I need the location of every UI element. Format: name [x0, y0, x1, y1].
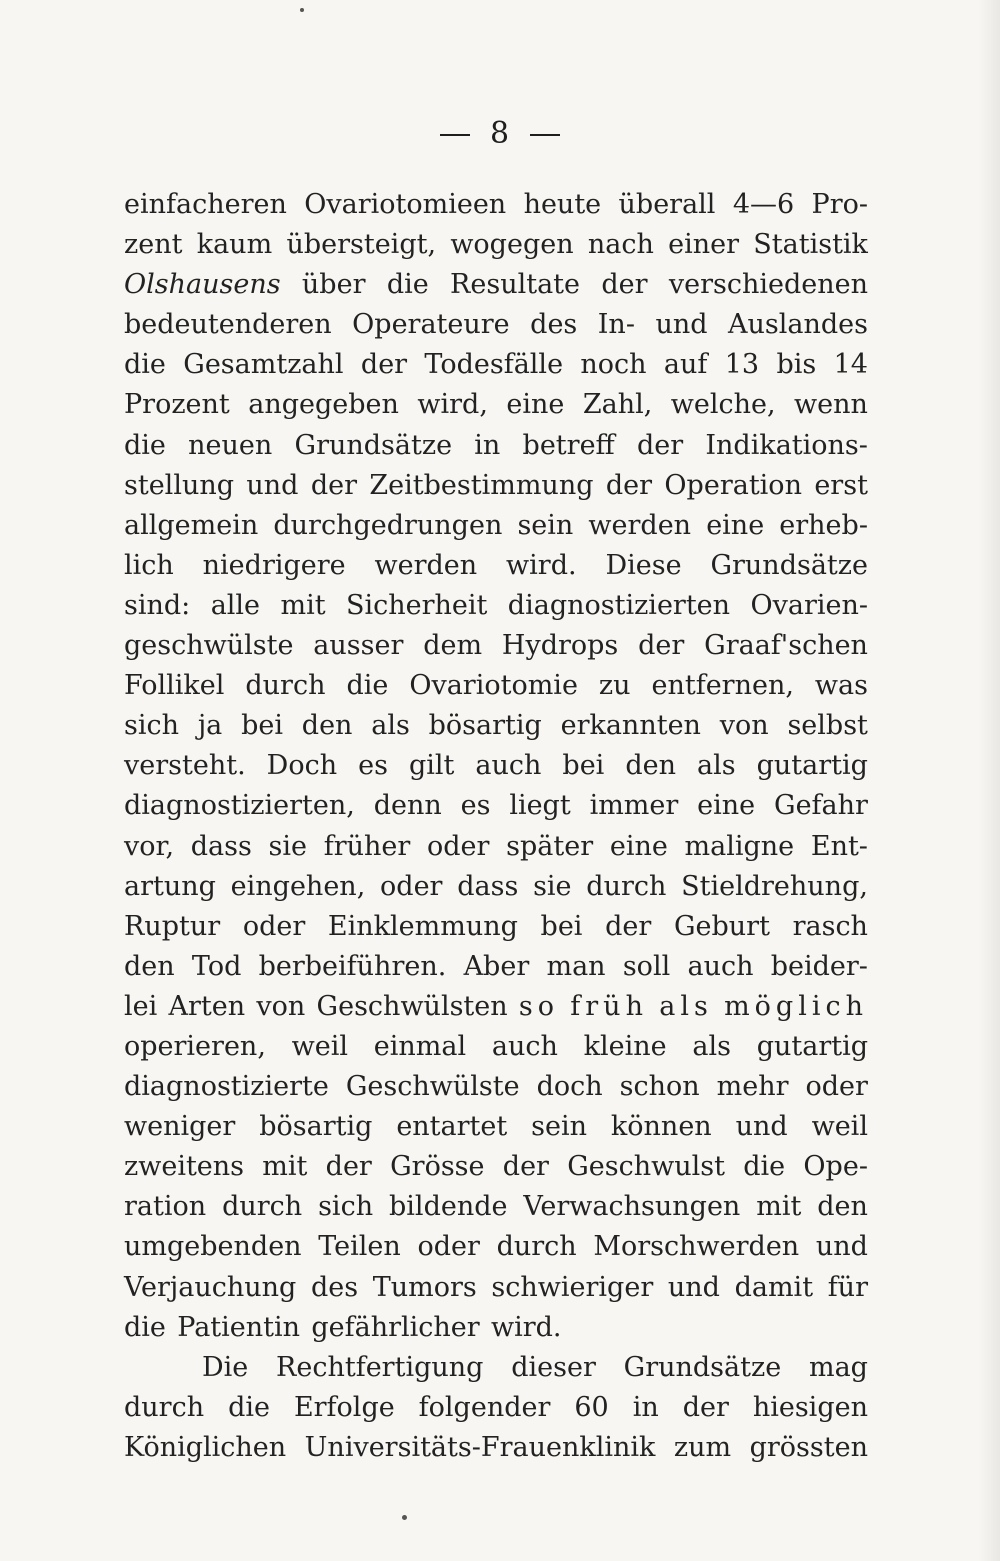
word: Indikations- — [705, 429, 868, 461]
word: die — [743, 1151, 786, 1183]
word: oder — [380, 870, 443, 902]
word: heute — [523, 189, 602, 220]
word: mag — [808, 1351, 868, 1383]
word: Verjauchung — [124, 1271, 297, 1303]
word: schon — [619, 1071, 700, 1103]
word: früh — [570, 990, 648, 1022]
word: auch — [687, 950, 754, 982]
text-line — [124, 225, 868, 265]
word: was — [814, 670, 868, 702]
text-line — [124, 626, 868, 666]
word: sie — [533, 870, 572, 902]
word: eine — [706, 509, 765, 541]
word: vor, — [124, 830, 175, 862]
word: maligne — [684, 830, 795, 862]
word: 14 — [833, 349, 868, 381]
word: berbeiführen. — [258, 950, 447, 982]
word: umgebenden — [124, 1231, 302, 1263]
word: Tod — [191, 950, 242, 982]
word: In- — [597, 309, 635, 341]
word: Todesfälle — [424, 349, 564, 381]
word: bösartig — [428, 710, 542, 742]
word: wird, — [417, 389, 488, 421]
word: Grundsätze — [294, 429, 453, 461]
word: den — [625, 750, 676, 782]
word: später — [506, 830, 594, 862]
page-edge-shadow — [978, 0, 1000, 1561]
word: möglich — [724, 990, 868, 1022]
word: noch — [580, 349, 647, 381]
word: beider- — [770, 950, 868, 982]
word: 60 — [574, 1391, 609, 1423]
word: als — [692, 1030, 731, 1062]
word: einer — [668, 229, 740, 261]
word: bösartig — [259, 1111, 373, 1143]
word: übersteigt, — [286, 229, 437, 261]
word: Königlichen — [124, 1431, 287, 1463]
word: immer — [589, 790, 679, 822]
word: in — [474, 429, 501, 461]
word: weniger — [124, 1111, 236, 1143]
word: werden — [374, 549, 478, 581]
word: sein — [517, 509, 574, 541]
word: gefährlicher — [311, 1311, 480, 1343]
word: lei — [124, 990, 158, 1022]
paper-speck — [402, 1515, 407, 1520]
text-line — [124, 1428, 868, 1468]
word: bei — [540, 910, 583, 942]
word: den — [817, 1191, 868, 1223]
left-dash — [440, 134, 470, 136]
text-line — [124, 827, 868, 867]
word: der — [360, 349, 408, 381]
word: und — [815, 1231, 868, 1263]
word: lich — [124, 549, 174, 581]
word: als — [371, 710, 410, 742]
word: und — [735, 1111, 788, 1143]
word: Ent- — [810, 830, 868, 862]
text-line — [124, 987, 868, 1027]
word: es — [460, 790, 491, 822]
word: für — [827, 1271, 868, 1303]
word: niedrigere — [202, 549, 346, 581]
text-line — [124, 867, 868, 907]
word: kleine — [583, 1030, 667, 1062]
text-line — [124, 907, 868, 947]
word: Geburt — [673, 910, 770, 942]
word: folgender — [418, 1391, 551, 1423]
word: zweitens — [124, 1151, 245, 1183]
word: Grösse — [390, 1151, 485, 1183]
word: doch — [536, 1071, 603, 1103]
word: Hydrops — [501, 630, 619, 662]
word: Ovarien- — [750, 589, 868, 621]
word: entfernen, — [651, 670, 794, 702]
word: ausser — [313, 630, 404, 662]
word: angegeben — [248, 389, 399, 421]
word: verschiedenen — [668, 269, 868, 301]
word: grössten — [749, 1431, 868, 1463]
word: bei — [562, 750, 605, 782]
word: eine — [609, 830, 668, 862]
word: sich — [124, 710, 180, 742]
word: und — [246, 469, 299, 501]
text-line — [124, 1268, 868, 1308]
text-line — [124, 265, 868, 305]
word: werden — [588, 509, 692, 541]
word: Olshausens — [124, 269, 281, 301]
word: dass — [190, 830, 252, 862]
word: der — [605, 469, 653, 501]
text-line — [124, 666, 868, 706]
word: eine — [506, 389, 565, 421]
word: Erfolge — [293, 1391, 395, 1423]
word: schwieriger — [491, 1271, 654, 1303]
word: so — [518, 990, 560, 1022]
word: erst — [814, 469, 868, 501]
word: früher — [323, 830, 411, 862]
word: sie — [268, 830, 308, 862]
word: Tumors — [372, 1271, 477, 1303]
word: Geschwülste — [345, 1071, 520, 1103]
word: erheb- — [779, 509, 868, 541]
word: diagnostizierte — [124, 1071, 329, 1103]
word: die — [386, 269, 429, 301]
word: betreff — [522, 429, 615, 461]
word: hiesigen — [752, 1391, 868, 1423]
right-dash — [530, 134, 560, 136]
word: Universitäts-Frauenklinik — [304, 1431, 656, 1463]
word: oder — [417, 1231, 480, 1263]
body-text — [124, 185, 868, 1468]
word: Doch — [266, 750, 338, 782]
paper-speck — [300, 8, 304, 12]
word: Verwachsungen — [523, 1191, 741, 1223]
word: eine — [697, 790, 756, 822]
word: Grundsätze — [623, 1351, 782, 1383]
word: geschwülste — [124, 630, 294, 662]
word: von — [256, 990, 306, 1022]
word: der — [682, 1391, 729, 1423]
word: durch — [222, 1191, 303, 1223]
word: Operation — [664, 469, 802, 501]
word: den — [301, 710, 353, 742]
word: dieser — [511, 1351, 596, 1383]
word: Auslandes — [727, 309, 868, 341]
word: zent — [124, 229, 183, 261]
word: entartet — [396, 1111, 508, 1143]
word: in — [632, 1391, 659, 1423]
word: auch — [475, 750, 542, 782]
word: Prozent — [124, 389, 230, 421]
word: Gesamtzahl — [183, 349, 344, 381]
word: ration — [124, 1191, 207, 1223]
word: Geschwülsten — [316, 990, 508, 1022]
word: überall — [618, 189, 716, 220]
word: weil — [811, 1111, 868, 1143]
word: Sicherheit — [345, 589, 488, 621]
word: mit — [262, 1151, 308, 1183]
word: Ope- — [803, 1151, 868, 1183]
word: wenn — [794, 389, 868, 421]
word: Arten — [168, 990, 246, 1022]
word: durch — [124, 1391, 205, 1423]
word: durch — [245, 670, 326, 702]
word: Die — [202, 1351, 249, 1383]
word: Pro- — [811, 189, 868, 220]
word: 4—6 — [732, 189, 795, 220]
word: des — [530, 309, 578, 341]
word: von — [719, 710, 769, 742]
word: bis — [776, 349, 817, 381]
text-line — [124, 546, 868, 586]
word: der — [605, 910, 652, 942]
word: nach — [587, 229, 654, 261]
word: Rechtfertigung — [276, 1351, 484, 1383]
word: durch — [496, 1231, 577, 1263]
word: Diese — [605, 549, 682, 581]
text-line — [124, 586, 868, 626]
word: zum — [673, 1431, 732, 1463]
word: diagnostizierten — [507, 589, 731, 621]
word: bedeutenderen — [124, 309, 332, 341]
word: mit — [756, 1191, 802, 1223]
word: als — [659, 990, 713, 1022]
word: Geschwulst — [567, 1151, 725, 1183]
word: mehr — [716, 1071, 789, 1103]
word: gutartig — [756, 1030, 868, 1062]
word: Operateure — [352, 309, 510, 341]
word: ja — [197, 710, 223, 742]
word: die — [346, 670, 389, 702]
word: dass — [457, 870, 519, 902]
word: mit — [280, 589, 326, 621]
text-line — [124, 706, 868, 746]
word: Zahl, — [582, 389, 653, 421]
word: Morschwerden — [593, 1231, 800, 1263]
word: Follikel — [124, 670, 225, 702]
word: die — [124, 429, 166, 461]
word: 13 — [724, 349, 760, 381]
word: der — [601, 269, 648, 301]
word: einmal — [373, 1030, 467, 1062]
word: durchgedrungen — [273, 509, 503, 541]
word: wogegen — [450, 229, 574, 261]
word: diagnostizierten, — [124, 790, 355, 822]
word: des — [310, 1271, 359, 1303]
page-number-header — [0, 116, 1000, 151]
word: über — [301, 269, 366, 301]
word: Patientin — [177, 1311, 301, 1343]
word: Zeitbestimmung — [369, 469, 594, 501]
text-line — [124, 1027, 868, 1067]
word: Resultate — [450, 269, 581, 301]
word: es — [358, 750, 388, 782]
word: der — [502, 1151, 549, 1183]
word: Ovariotomie — [409, 670, 578, 702]
word: durch — [586, 870, 667, 902]
text-line — [124, 786, 868, 826]
word: Ruptur — [124, 910, 221, 942]
word: rasch — [792, 910, 868, 942]
text-line — [124, 426, 868, 466]
word: Ovariotomieen — [304, 189, 507, 220]
page-number: 8 — [489, 116, 511, 151]
word: der — [310, 469, 358, 501]
word: oder — [427, 830, 490, 862]
text-line — [124, 385, 868, 425]
word: wird. — [506, 549, 577, 581]
word: weil — [291, 1030, 349, 1062]
word: dem — [423, 630, 483, 662]
text-line — [124, 947, 868, 987]
word: auch — [491, 1030, 558, 1062]
word: artung — [124, 870, 216, 902]
text-line — [124, 746, 868, 786]
text-line — [124, 185, 868, 225]
text-line — [124, 1388, 868, 1428]
word: Stieldrehung, — [681, 870, 868, 902]
word: sich — [318, 1191, 374, 1223]
word: können — [610, 1111, 712, 1143]
word: bildende — [389, 1191, 508, 1223]
word: und — [667, 1271, 720, 1303]
word: selbst — [787, 710, 868, 742]
word: allgemein — [124, 509, 259, 541]
text-line — [124, 1107, 868, 1147]
word: sein — [531, 1111, 587, 1143]
word: auf — [663, 349, 708, 381]
word: denn — [373, 790, 442, 822]
word: wird. — [491, 1311, 562, 1343]
word: die — [228, 1391, 270, 1423]
word: gilt — [408, 750, 455, 782]
text-line — [124, 1348, 868, 1388]
text-line — [124, 506, 868, 546]
word: Aber — [463, 950, 530, 982]
word: kaum — [196, 229, 273, 261]
text-line — [124, 1147, 868, 1187]
text-line — [124, 1187, 868, 1227]
word: soll — [622, 950, 671, 982]
word: der — [325, 1151, 372, 1183]
word: man — [546, 950, 606, 982]
word: bei — [241, 710, 283, 742]
word: eingehen, — [230, 870, 366, 902]
word: liegt — [509, 790, 571, 822]
word: einfacheren — [124, 189, 287, 220]
text-line — [124, 345, 868, 385]
word: die — [124, 1311, 166, 1343]
text-line — [124, 466, 868, 506]
word: erkannten — [560, 710, 701, 742]
word: den — [124, 950, 175, 982]
word: damit — [734, 1271, 814, 1303]
word: die — [124, 349, 166, 381]
text-line — [124, 305, 868, 345]
text-line — [124, 1308, 868, 1348]
word: Statistik — [753, 229, 868, 261]
word: versteht. — [124, 750, 246, 782]
word: und — [655, 309, 708, 341]
word: Grundsätze — [710, 549, 868, 581]
word: oder — [242, 910, 306, 942]
text-line — [124, 1067, 868, 1107]
word: Gefahr — [774, 790, 868, 822]
word: Graaf'schen — [704, 630, 868, 662]
word: gutartig — [756, 750, 868, 782]
word: sind: — [124, 589, 191, 621]
word: der — [638, 630, 685, 662]
word: operieren, — [124, 1030, 266, 1062]
word: oder — [805, 1071, 868, 1103]
word: der — [636, 429, 684, 461]
text-line — [124, 1227, 868, 1267]
word: zu — [598, 670, 631, 702]
word: neuen — [188, 429, 273, 461]
word: alle — [210, 589, 261, 621]
word: welche, — [670, 389, 776, 421]
word: stellung — [124, 469, 235, 501]
word: Einklemmung — [327, 910, 518, 942]
word: Teilen — [318, 1231, 401, 1263]
word: als — [697, 750, 736, 782]
